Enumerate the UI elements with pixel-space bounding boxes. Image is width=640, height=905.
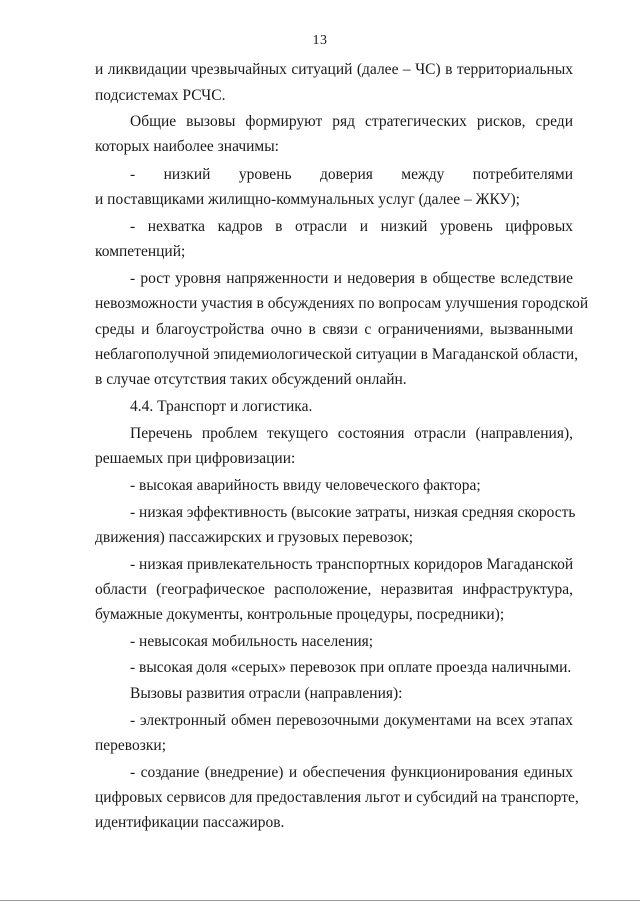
text-line: перевозки; — [95, 737, 167, 754]
list-item: - низкая эффективность (высокие затраты, низкая средняя скорость — [130, 504, 576, 521]
text-line: цифровых сервисов для предоставления льгот и субсидий на транспорте, — [95, 789, 579, 806]
text-line: движения) пассажирских и грузовых перевозок; — [95, 529, 414, 546]
text-line: и поставщиками жилищно-коммунальных услуг (далее – ЖКУ); — [95, 191, 520, 208]
text-line: и ликвидации чрезвычайных ситуаций (далее – ЧС) в территориальных — [95, 61, 573, 78]
text-line: среды и благоустройства очно в связи с ограничениями, вызванными — [95, 321, 573, 338]
list-item: - высокая доля «серых» перевозок при оплате проезда наличными. — [130, 659, 572, 676]
text-line: в случае отсутствия таких обсуждений онлайн. — [95, 371, 407, 388]
text-line: Перечень проблем текущего состояния отрасли (направления), — [130, 425, 573, 442]
text-line: которых наиболее значимы: — [95, 138, 279, 155]
list-item: - электронный обмен перевозочными документами на всех этапах — [130, 712, 573, 729]
text-line: решаемых при цифровизации: — [95, 450, 296, 467]
list-item: - создание (внедрение) и обеспечения функционирования единых — [130, 764, 573, 781]
text-line: Общие вызовы формируют ряд стратегических рисков, среди — [130, 113, 573, 130]
section-heading: 4.4. Транспорт и логистика. — [130, 398, 313, 415]
text-line: подсистемах РСЧС. — [95, 87, 226, 104]
list-item: - невысокая мобильность населения; — [130, 633, 374, 650]
page-number: 13 — [312, 33, 328, 48]
text-line: области (географическое расположение, неразвитая инфраструктура, — [95, 581, 573, 598]
text-line: компетенций; — [95, 243, 186, 260]
list-item: - рост уровня напряженности и недоверия в обществе вследствие — [130, 270, 573, 287]
text-line: идентификации пассажиров. — [95, 814, 285, 831]
list-item: - низкая привлекательность транспортных коридоров Магаданской — [130, 556, 574, 573]
list-item: - низкий уровень доверия между потребителями — [130, 166, 573, 183]
list-item: - нехватка кадров в отрасли и низкий уровень цифровых — [130, 218, 573, 235]
list-item: - высокая аварийность ввиду человеческого фактора; — [130, 477, 481, 494]
text-line: неблагополучной эпидемиологической ситуации в Магаданской области, — [95, 346, 579, 363]
text-line: невозможности участия в обсуждениях по вопросам улучшения городской — [95, 295, 589, 312]
page-bottom-edge — [0, 900, 640, 901]
text-line: бумажные документы, контрольные процедуры, посредники); — [95, 606, 505, 623]
text-line: Вызовы развития отрасли (направления): — [130, 685, 403, 702]
